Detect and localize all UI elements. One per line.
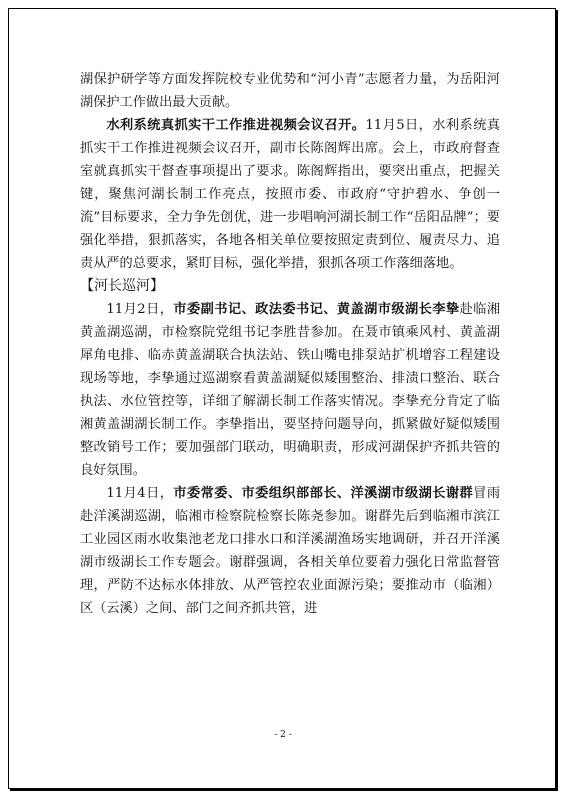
paragraph-lead-bold: 水利系统真抓实干工作推进视频会议召开。 [106,118,366,133]
page-number: - 2 - [274,730,292,740]
paragraph-text: 11月5日，水利系统真抓实干工作推进视频会议召开，副市长陈阁辉出席。会上，市政府督查室就真抓实干督查事项提出了要求。陈阁辉指出，要突出重点，把握关键，聚焦河湖长制工作亮点，按照市委、市政府“守护碧水、争创一流”目标要求，全力争先创优，进一步唱响河湖长制工作“岳阳品牌”；要强化举措，狠抓落实，各地各相关单位要按照定责到位、履责尽力、追责从严的总要求，紧盯目标，强化举措，狠抓各项工作落细落地。 [80,118,501,271]
document-body [80,68,500,620]
paragraph-date: 11月4日， [106,486,174,501]
paragraph-text: 冒雨赴洋溪湖巡湖，临湘市检察院检察长陈尧参加。谢群先后到临湘市滨江工业园区雨水收集池老龙口排水口和洋溪湖渔场实地调研，并召开洋溪湖市级湖长工作专题会。谢群强调，各相关单位要着力强化日常监督管理，严防不达标水体排放、从严管控农业面源污染；要推动市（临湘）区（云溪）之间、部门之间齐抓共管，进 [80,486,501,616]
paragraph-video-meeting [80,114,500,275]
paragraph-date: 11月2日， [106,302,174,317]
paragraph-lead-bold: 市委副书记、政法委书记、黄盖湖市级湖长李挚 [173,302,460,317]
paragraph-yangxi-lake [80,482,500,620]
paragraph-continuation: 湖保护研学等方面发挥院校专业优势和“河小青”志愿者力量，为岳阳河湖保护工作做出最大贡献。 [80,72,500,110]
paragraph-text: 赴临湘黄盖湖巡湖，市检察院党组书记李胜昔参加。在聂市镇乘风村、黄盖湖犀角电排、临赤黄盖湖联合执法站、铁山嘴电排泵站扩机增容工程建设现场等地，李挚通过巡湖察看黄盖湖疑似矮围整治、排渍口整治、联合执法、水位管控等，详细了解湖长制工作落实情况。李挚充分肯定了临湘黄盖湖湖长制工作。李挚指出，要坚持问题导向，抓紧做好疑似矮围整改销号工作；要加强部门联动，明确职责，形成河湖保护齐抓共管的良好氛围。 [80,302,501,478]
paragraph-huanggai-lake [80,298,500,482]
paragraph-lead-bold: 市委常委、市委组织部部长、洋溪湖市级湖长谢群 [173,486,474,501]
section-heading: 【河长巡河】 [80,278,164,294]
